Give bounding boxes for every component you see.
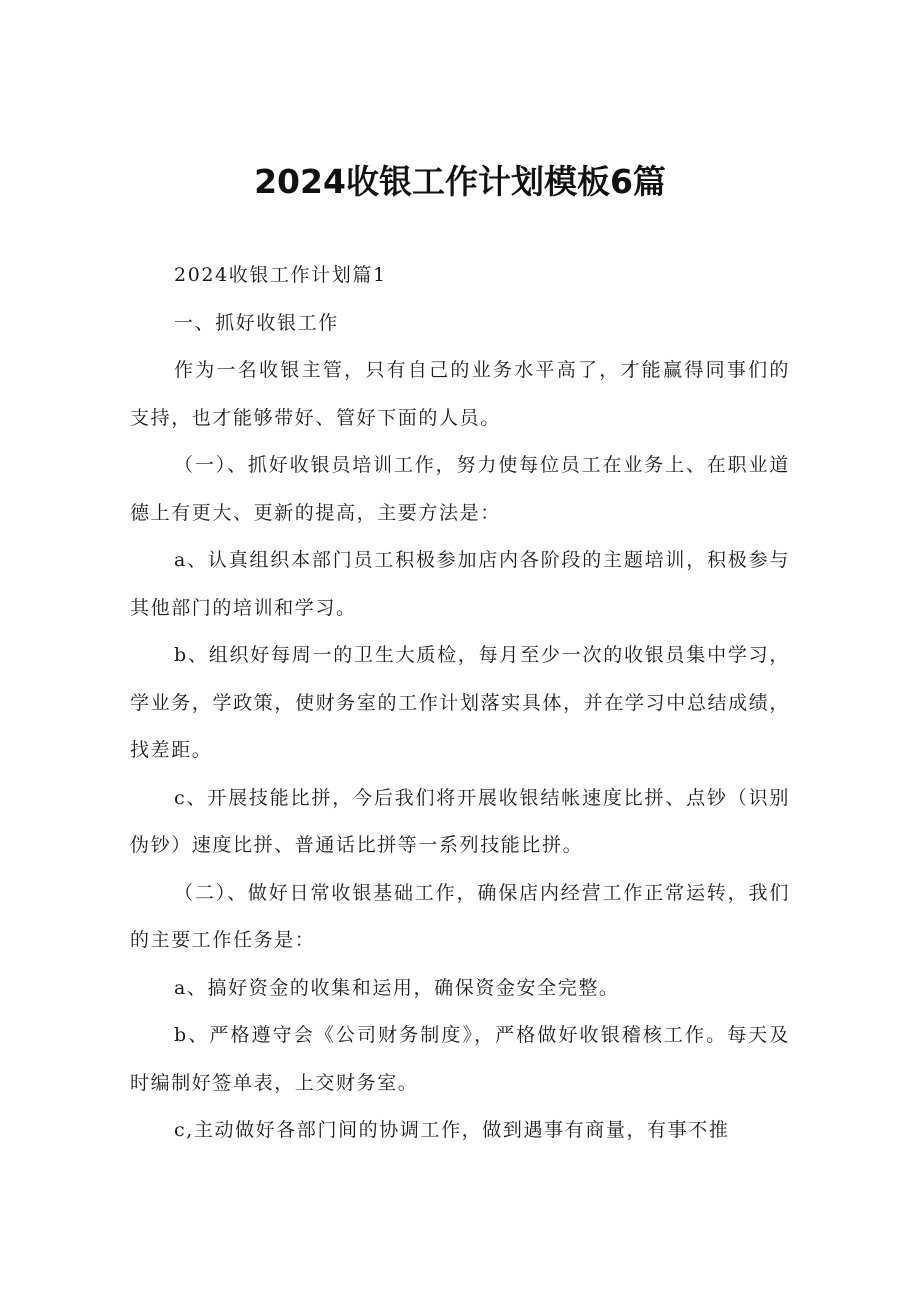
paragraph: （一）、抓好收银员培训工作，努力使每位员工在业务上、在职业道德上有更大、更新的提高，主要方法是： (130, 454, 790, 524)
paragraph: （二）、做好日常收银基础工作，确保店内经营工作正常运转，我们的主要工作任务是： (130, 881, 790, 951)
document-body (130, 252, 790, 1155)
paragraph: 作为一名收银主管，只有自己的业务水平高了，才能赢得同事们的支持，也才能够带好、管好下面的人员。 (130, 359, 790, 429)
section-heading: 2024收银工作计划篇1 (174, 264, 387, 286)
paragraph: b、组织好每周一的卫生大质检，每月至少一次的收银员集中学习，学业务，学政策，使财务室的工作计划落实具体，并在学习中总结成绩，找差距。 (130, 644, 790, 761)
paragraph: a、认真组织本部门员工积极参加店内各阶段的主题培训，积极参与其他部门的培训和学习。 (130, 549, 790, 619)
subsection-heading: 一、抓好收银工作 (174, 311, 339, 334)
paragraph: c,主动做好各部门间的协调工作，做到遇事有商量，有事不推 (174, 1119, 730, 1141)
document-title: 2024收银工作计划模板6篇 (254, 162, 666, 201)
paragraph: a、搞好资金的收集和运用，确保资金安全完整。 (174, 976, 620, 999)
paragraph: b、严格遵守会《公司财务制度》，严格做好收银稽核工作。每天及时编制好签单表，上交财务室。 (130, 1024, 790, 1094)
paragraph: c、开展技能比拼，今后我们将开展收银结帐速度比拼、点钞（识别伪钞）速度比拼、普通话比拼等一系列技能比拼。 (130, 786, 790, 856)
